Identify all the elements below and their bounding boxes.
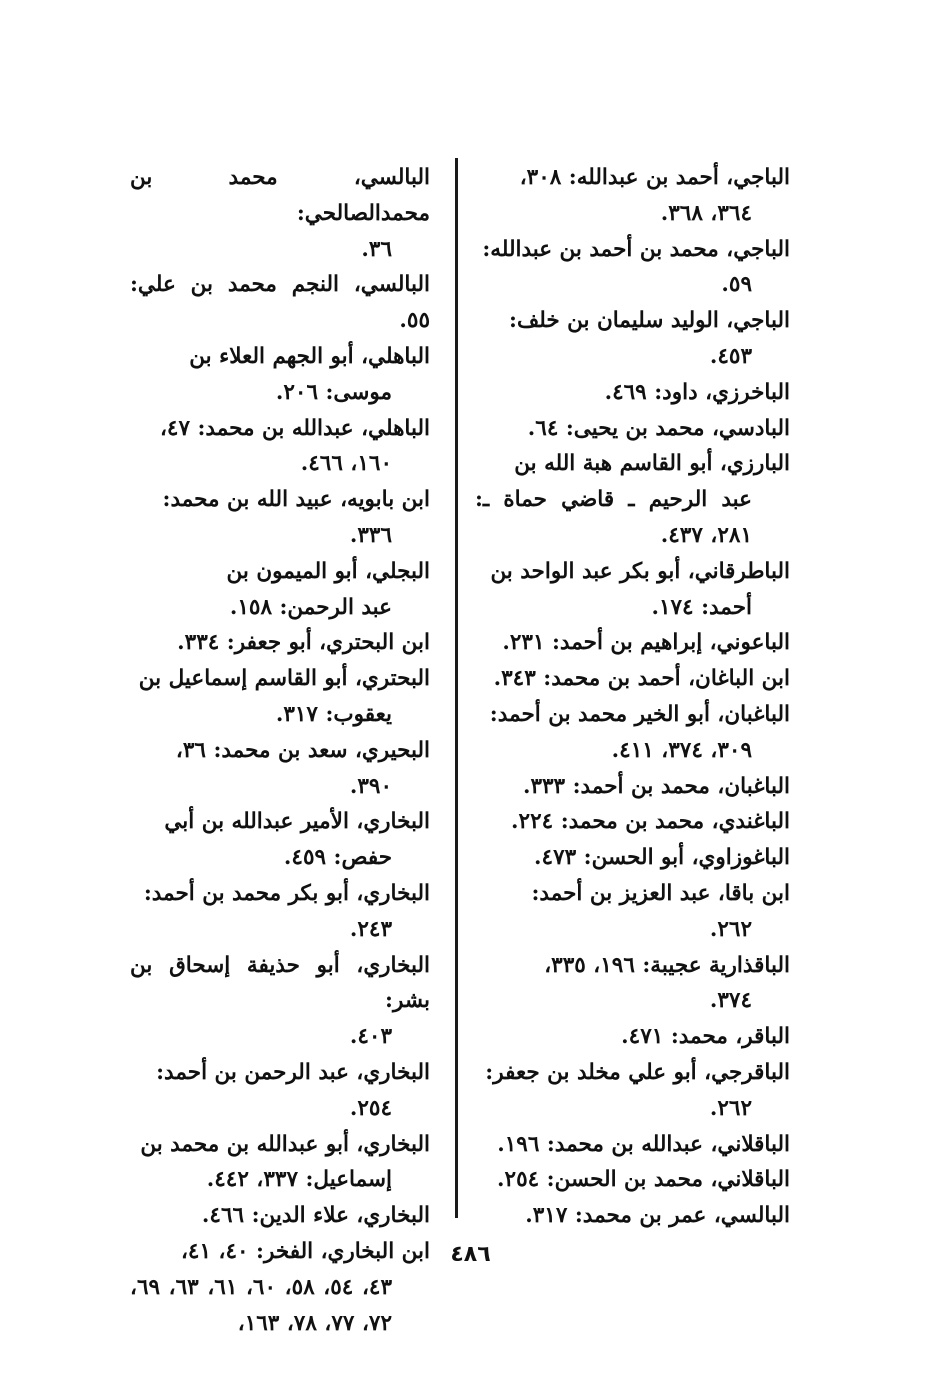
index-entry: الباغندي، محمد بن محمد: ٢٢٤. (511, 809, 790, 835)
index-entry: الباجي، أحمد بن عبدالله: ٣٠٨، ٣٦٤، ٣٦٨. (519, 165, 790, 226)
index-entry: الباطرقاني، أبو بكر عبد الواحد بن أحمد: ١٧٤. (490, 558, 790, 620)
index-entry: البالسي، عمر بن محمد: ٣١٧. (525, 1203, 790, 1229)
index-entry: البخاري، أبو حذيفة إسحاق بن بشر: ٤٠٣. (130, 952, 430, 1050)
index-entry: الباقرجي، أبو علي مخلد بن جعفر: ٢٦٢. (485, 1059, 790, 1121)
index-entry: البخاري، أبو عبدالله بن محمد بن إسماعيل: ٣٣٧، ٤٤٢. (140, 1131, 430, 1193)
page-number: ٤٨٦ (450, 1242, 491, 1267)
index-entry: ابن باقا، عبد العزيز بن أحمد: ٢٦٢. (531, 880, 790, 942)
index-entry: الباقلاني، محمد بن الحسن: ٢٥٤. (497, 1167, 790, 1193)
index-entry: الباعوني، إبراهيم بن أحمد: ٢٣١. (502, 630, 790, 656)
index-entry: الباخرزي، داود: ٤٦٩. (604, 379, 790, 405)
index-entry: البجلي، أبو الميمون بن عبد الرحمن: ١٥٨. (226, 558, 430, 620)
index-entry: الباغبان، محمد بن أحمد: ٣٣٣. (522, 773, 790, 799)
index-entry: الباغبان، أبو الخير محمد بن أحمد: ٣٠٩، ٣٧٤، ٤١١. (489, 701, 790, 763)
index-entry: البخاري، علاء الدين: ٤٦٦. (201, 1203, 430, 1229)
column-divider (455, 158, 458, 1218)
index-entry: الباقلاني، عبدالله بن محمد: ١٩٦. (497, 1131, 790, 1157)
index-entry: البادسي، محمد بن يحيى: ٦٤. (527, 415, 790, 441)
index-entry: البخاري، عبد الرحمن بن أحمد: ٢٥٤. (156, 1059, 430, 1121)
index-entry: الباجي، الوليد سليمان بن خلف: ٤٥٣. (509, 308, 790, 369)
index-entry: البالسي، النجم محمد بن علي: ٥٥. (130, 272, 430, 334)
index-entry: ابن البخاري، الفخر: ٤٠، ٤١، ٤٣، ٥٤، ٥٨، ٦٠، ٦١، ٦٣، ٦٩، ٧٢، ٧٧، ٧٨، ١٦٣، (130, 1238, 430, 1336)
index-entry: ابن بابويه، عبيد الله بن محمد: ٣٣٦. (162, 487, 430, 548)
index-entry: الباقر، محمد: ٤٧١. (621, 1024, 790, 1050)
index-entry: الباجي، محمد بن أحمد بن عبدالله: ٥٩. (482, 236, 790, 298)
index-entry: البخاري، أبو بكر محمد بن أحمد: ٢٤٣. (143, 880, 430, 942)
index-entry: الباقذارية عجيبة: ١٩٦، ٣٣٥، ٣٧٤. (544, 952, 790, 1014)
index-column-right (475, 160, 790, 1234)
index-entry: البخاري، الأمير عبدالله بن أبي حفص: ٤٥٩. (164, 809, 430, 871)
index-entry: البحتري، أبو القاسم إسماعيل بن يعقوب: ٣١٧. (138, 666, 430, 727)
index-entry: البالسي، محمد بن محمدالصالحي: ٣٦. (130, 165, 430, 262)
index-entry: الباهلي، عبدالله بن محمد: ٤٧، ١٦٠، ٤٦٦. (159, 415, 430, 477)
index-column-left (130, 160, 430, 1341)
index-entry: البارزي، أبو القاسم هبة الله بن عبد الرحيم ـ قاضي حماة ـ: ٢٨١، ٤٣٧. (475, 451, 790, 548)
index-entry: الباهلي، أبو الجهم العلاء بن موسى: ٢٠٦. (189, 343, 430, 405)
index-entry: الباغوزاوي، أبو الحسن: ٤٧٣. (534, 845, 790, 871)
index-entry: ابن الباغان، أحمد بن محمد: ٣٤٣. (493, 666, 790, 692)
index-entry: ابن البحتري، أبو جعفر: ٣٣٤. (177, 630, 430, 656)
index-entry: البحيري، سعد بن محمد: ٣٦، ٣٩٠. (175, 737, 430, 799)
